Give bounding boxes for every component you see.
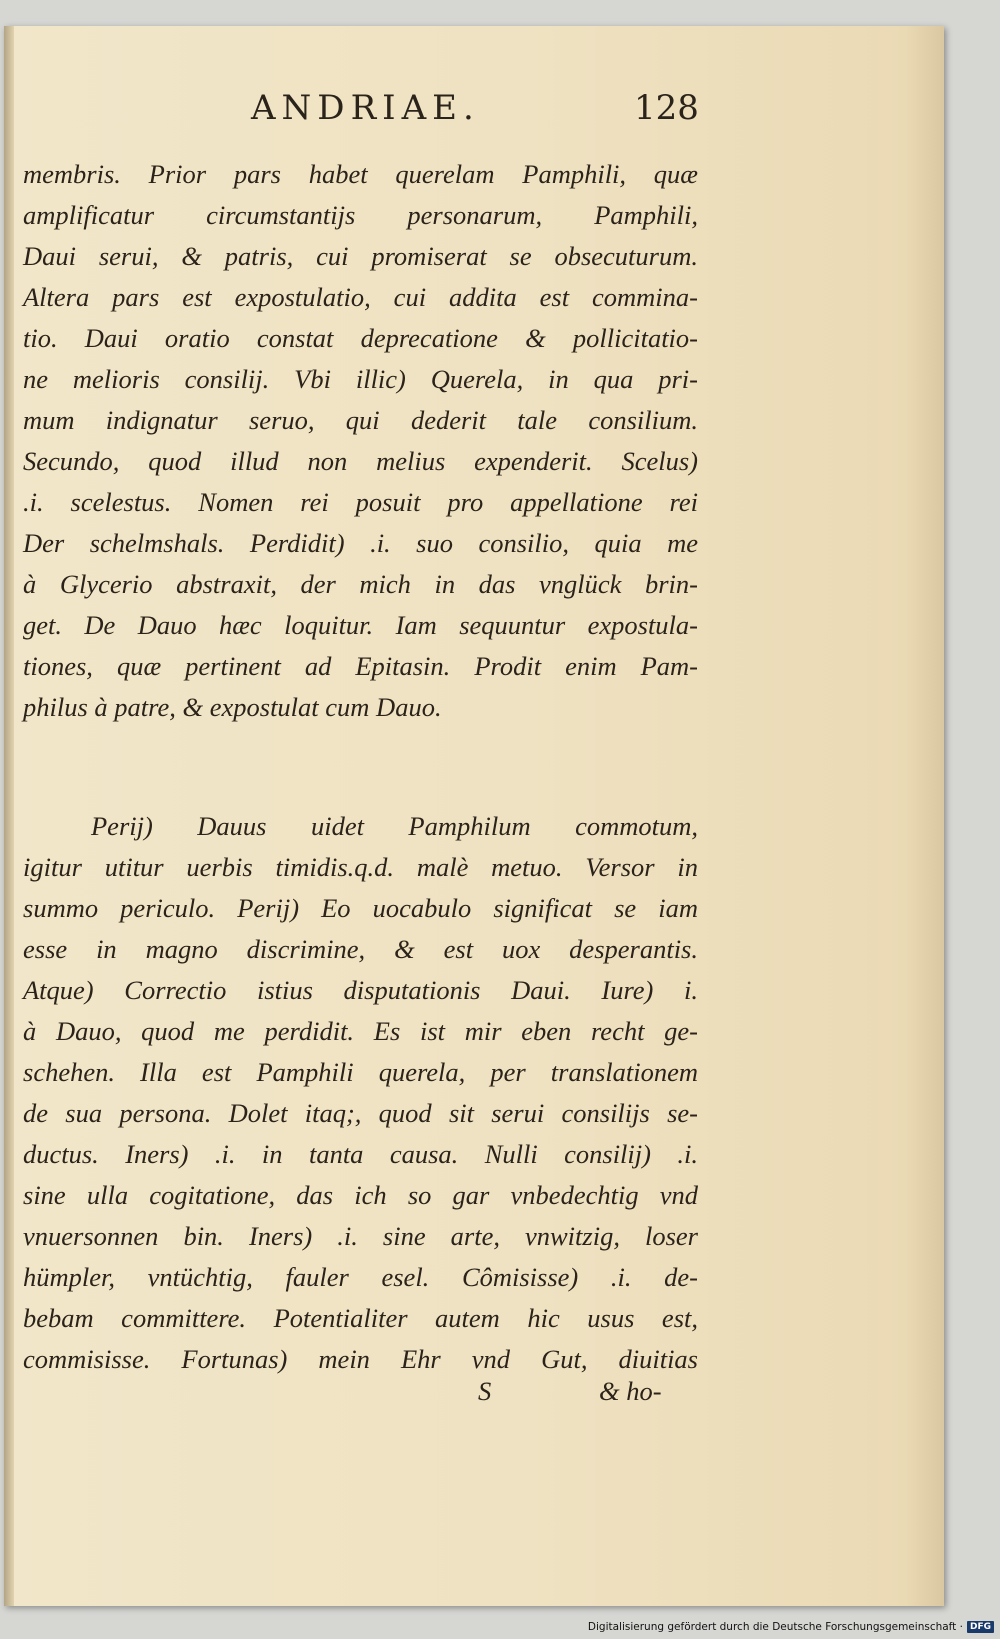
text-line: .i. scelestus. Nomen rei posuit pro appellatione rei <box>23 487 698 517</box>
text-line: ne melioris consilij. Vbi illic) Querela, in qua pri- <box>23 364 698 394</box>
signature-mark: S <box>478 1376 492 1406</box>
text-line: ductus. Iners) .i. in tanta causa. Nulli consilij) .i. <box>23 1139 698 1169</box>
text-line: à Glycerio abstraxit, der mich in das vnglück brin- <box>23 569 698 599</box>
running-head: ANDRIAE. <box>251 88 480 128</box>
text-line: Altera pars est expostulatio, cui addita est commina- <box>23 282 698 312</box>
page-header <box>4 88 704 140</box>
page-edge-shadow <box>904 26 944 1606</box>
text-line: mum indignatur seruo, qui dederit tale consilium. <box>23 405 698 435</box>
page-body <box>23 154 698 1380</box>
credit-text: Digitalisierung gefördert durch die Deutsche Forschungsgemeinschaft · <box>587 1621 963 1633</box>
text-line: sine ulla cogitatione, das ich so gar vnbedechtig vnd <box>23 1180 698 1210</box>
dfg-logo-icon: DFG <box>967 1621 994 1633</box>
text-line: amplificatur circumstantijs personarum, Pamphili, <box>23 200 698 230</box>
text-line: Daui serui, & patris, cui promiserat se obsecuturum. <box>23 241 698 271</box>
paragraph-1 <box>23 154 698 728</box>
text-line: esse in magno discrimine, & est uox desperantis. <box>23 934 698 964</box>
digitization-credit <box>588 1618 994 1636</box>
page-gutter <box>4 26 14 1606</box>
text-line: hümpler, vntüchtig, fauler esel. Cômisisse) .i. de- <box>23 1262 698 1292</box>
catchword: & ho- <box>599 1376 662 1406</box>
text-line: Perij) Dauus uidet Pamphilum commotum, <box>91 811 698 841</box>
page-number: 128 <box>634 88 699 128</box>
text-line: bebam committere. Potentialiter autem hic usus est, <box>23 1303 698 1333</box>
text-line: tio. Daui oratio constat deprecatione & pollicitatio- <box>23 323 698 353</box>
text-line: à Dauo, quod me perdidit. Es ist mir eben recht ge- <box>23 1016 698 1046</box>
text-line: commisisse. Fortunas) mein Ehr vnd Gut, diuitias <box>23 1344 698 1374</box>
text-line: vnuersonnen bin. Iners) .i. sine arte, vnwitzig, loser <box>23 1221 698 1251</box>
paragraph-gap <box>23 728 698 806</box>
text-line: summo periculo. Perij) Eo uocabulo significat se iam <box>23 893 698 923</box>
text-line: Secundo, quod illud non melius expenderit. Scelus) <box>23 446 698 476</box>
text-line: membris. Prior pars habet querelam Pamphili, quæ <box>23 159 698 189</box>
text-line: get. De Dauo hæc loquitur. Iam sequuntur expostula- <box>23 610 698 640</box>
text-line: Der schelmshals. Perdidit) .i. suo consilio, quia me <box>23 528 698 558</box>
paragraph-2 <box>23 806 698 1380</box>
text-line: tiones, quæ pertinent ad Epitasin. Prodit enim Pam- <box>23 651 698 681</box>
text-line: Atque) Correctio istius disputationis Daui. Iure) i. <box>23 975 698 1005</box>
text-line: philus à patre, & expostulat cum Dauo. <box>23 692 442 722</box>
text-line: de sua persona. Dolet itaq;, quod sit serui consilijs se- <box>23 1098 698 1128</box>
text-line: schehen. Illa est Pamphili querela, per translationem <box>23 1057 698 1087</box>
text-line: igitur utitur uerbis timidis.q.d. malè metuo. Versor in <box>23 852 698 882</box>
book-page <box>4 26 944 1606</box>
